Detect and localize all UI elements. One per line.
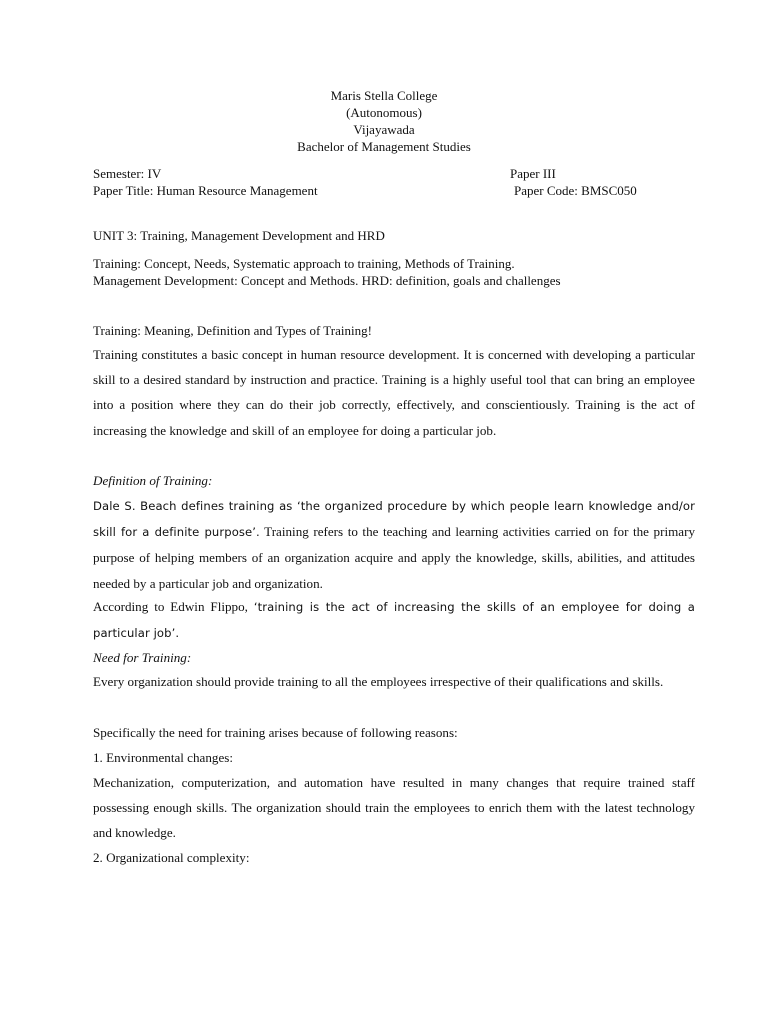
unit-title: UNIT 3: Training, Management Development and HRD <box>93 228 385 243</box>
definition-paragraph <box>93 493 695 596</box>
syllabus-line-2: Management Development: Concept and Methods. HRD: definition, goals and challenges <box>93 273 561 288</box>
section-heading: Training: Meaning, Definition and Types of Training! <box>93 323 372 338</box>
beach-quote: Dale S. Beach defines training as ‘the organized procedure by which people learn knowledge and/or skill for a definite purpose’. <box>93 499 695 540</box>
paper-title: Paper Title: Human Resource Management <box>93 183 318 198</box>
need-paragraph: Every organization should provide training to all the employees irrespective of their qualifications and skills. <box>93 674 664 689</box>
intro-paragraph: Training constitutes a basic concept in human resource development. It is concerned with developing a particular skill to a desired standard by instruction and practice. Training is a highly useful tool that can bring an employee into a position where they can do their job correctly, effectively, and conscientiously. Training is the act of increasing the knowledge and skill of an employee for doing a particular job. <box>93 347 695 438</box>
syllabus-line-1: Training: Concept, Needs, Systematic approach to training, Methods of Training. <box>93 256 515 271</box>
definition-heading: Definition of Training: <box>93 473 213 488</box>
flippo-paragraph <box>93 594 695 646</box>
paper-code: Paper Code: BMSC050 <box>514 183 637 198</box>
reason-1-text: Mechanization, computerization, and automation have resulted in many changes that require trained staff possessing enough skills. The organization should train the employees to enrich them with the latest technology and knowledge. <box>93 775 695 841</box>
semester-label: Semester: IV <box>93 166 162 181</box>
reason-2-title: 2. Organizational complexity: <box>93 850 250 865</box>
flippo-intro: According to Edwin Flippo, <box>93 599 254 614</box>
college-status: (Autonomous) <box>346 105 422 120</box>
program-name: Bachelor of Management Studies <box>297 139 471 154</box>
paper-number: Paper III <box>510 166 556 181</box>
reasons-intro: Specifically the need for training arises because of following reasons: <box>93 725 458 740</box>
reason-1-title: 1. Environmental changes: <box>93 750 233 765</box>
need-heading: Need for Training: <box>93 650 192 665</box>
college-name: Maris Stella College <box>330 88 438 103</box>
college-city: Vijayawada <box>353 122 415 137</box>
definition-rest: Training refers to the teaching and learning activities carried on for the primary purpose of helping members of an organization acquire and apply the knowledge, skills, abilities, and attitudes needed by a particular job and organization. <box>93 524 695 591</box>
flippo-quote: ‘training is the act of increasing the skills of an employee for doing a particular job’. <box>93 600 696 641</box>
